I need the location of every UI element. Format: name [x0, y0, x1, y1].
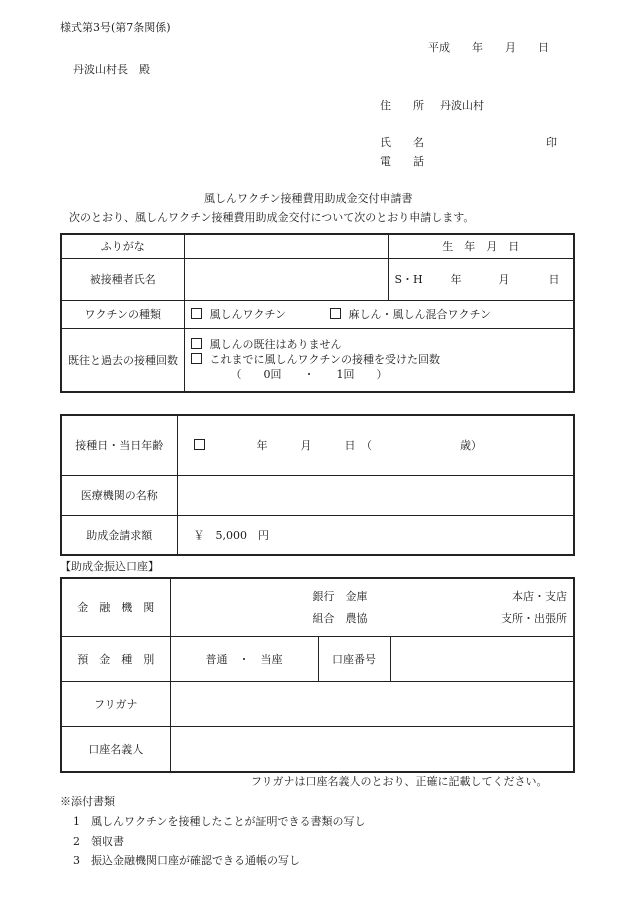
day-unit: 日 — [548, 273, 560, 286]
attachment-item: 1 風しんワクチンを接種したことが証明できる書類の写し — [73, 815, 366, 828]
furigana-label-bank: フリガナ — [61, 681, 170, 726]
bank-table — [60, 577, 575, 773]
vaccination-table — [60, 414, 575, 556]
form-title: 風しんワクチン接種費用助成金交付申請書 — [204, 192, 413, 205]
amount-value: ￥ 5,000 円 — [177, 515, 574, 555]
application-date: 平成 年 月 日 — [428, 41, 549, 54]
vaccine-option-1-label: 風しんワクチン — [209, 308, 286, 321]
year-unit: 年 — [450, 273, 462, 286]
era-text: S・H — [394, 273, 423, 286]
deposit-type-label: 預 金 種 別 — [61, 636, 170, 681]
address-label: 住 所 — [380, 99, 424, 112]
birthdate-field[interactable] — [388, 258, 574, 300]
date-age-field[interactable] — [177, 415, 574, 475]
date-age-value: 年 月 日 （ 歳） — [256, 439, 482, 453]
address-value: 丹波山村 — [440, 99, 484, 112]
bank-section-title: 【助成金振込口座】 — [60, 560, 159, 573]
account-holder-field[interactable] — [170, 726, 574, 772]
patient-name-label: 被接種者氏名 — [61, 258, 184, 300]
facility-label: 医療機関の名称 — [61, 475, 177, 515]
addressee: 丹波山村長 殿 — [73, 63, 150, 76]
attachments-title: ※添付書類 — [60, 795, 115, 808]
vaccine-type-options — [184, 300, 574, 328]
history-counts: （ 0回 ・ 1回 ） — [230, 368, 388, 382]
attachment-item: 3 振込金融機関口座が確認できる通帳の写し — [73, 854, 300, 867]
history-option-1-checkbox[interactable] — [191, 338, 202, 349]
account-holder-label: 口座名義人 — [61, 726, 170, 772]
institution-field[interactable] — [170, 578, 574, 636]
branch-types-2: 支所・出張所 — [501, 612, 567, 625]
branch-types-1: 本店・支店 — [512, 590, 567, 603]
vaccine-option-2-label: 麻しん・風しん混合ワクチン — [348, 308, 491, 321]
intro-text: 次のとおり、風しんワクチン接種費用助成金交付について次のとおり申請します。 — [69, 211, 475, 224]
amount-label: 助成金請求額 — [61, 515, 177, 555]
vaccine-type-label: ワクチンの種類 — [61, 300, 184, 328]
history-label: 既往と過去の接種回数 — [61, 328, 184, 392]
furigana-note: フリガナは口座名義人のとおり、正確に記載してください。 — [251, 775, 548, 788]
bank-types-2: 組合 農協 — [312, 612, 368, 625]
form-number: 様式第3号(第7条関係) — [60, 21, 171, 34]
date-age-checkbox[interactable] — [194, 439, 205, 450]
facility-field[interactable] — [177, 475, 574, 515]
account-number-field[interactable] — [390, 636, 574, 681]
date-age-label: 接種日・当日年齢 — [61, 415, 177, 475]
history-options — [184, 328, 574, 392]
bank-types-1: 銀行 金庫 — [312, 590, 368, 603]
deposit-type-options[interactable]: 普通 ・ 当座 — [170, 636, 318, 681]
account-number-label: 口座番号 — [318, 636, 390, 681]
history-option-2-label: これまでに風しんワクチンの接種を受けた回数 — [209, 353, 440, 367]
furigana-field-bank[interactable] — [170, 681, 574, 726]
seal-mark: 印 — [546, 136, 557, 149]
institution-label: 金 融 機 関 — [61, 578, 170, 636]
name-label: 氏 名 — [380, 136, 424, 149]
attachment-item: 2 領収書 — [73, 835, 124, 848]
vaccine-option-2-checkbox[interactable] — [330, 308, 341, 319]
applicant-table — [60, 233, 575, 393]
history-option-2-checkbox[interactable] — [191, 353, 202, 364]
history-option-1-label: 風しんの既往はありません — [209, 338, 342, 352]
phone-label: 電 話 — [380, 155, 424, 168]
furigana-field[interactable] — [184, 234, 388, 258]
patient-name-field[interactable] — [184, 258, 388, 300]
month-unit: 月 — [498, 273, 510, 286]
furigana-label: ふりがな — [61, 234, 184, 258]
birthdate-label: 生 年 月 日 — [388, 234, 574, 258]
vaccine-option-1-checkbox[interactable] — [191, 308, 202, 319]
